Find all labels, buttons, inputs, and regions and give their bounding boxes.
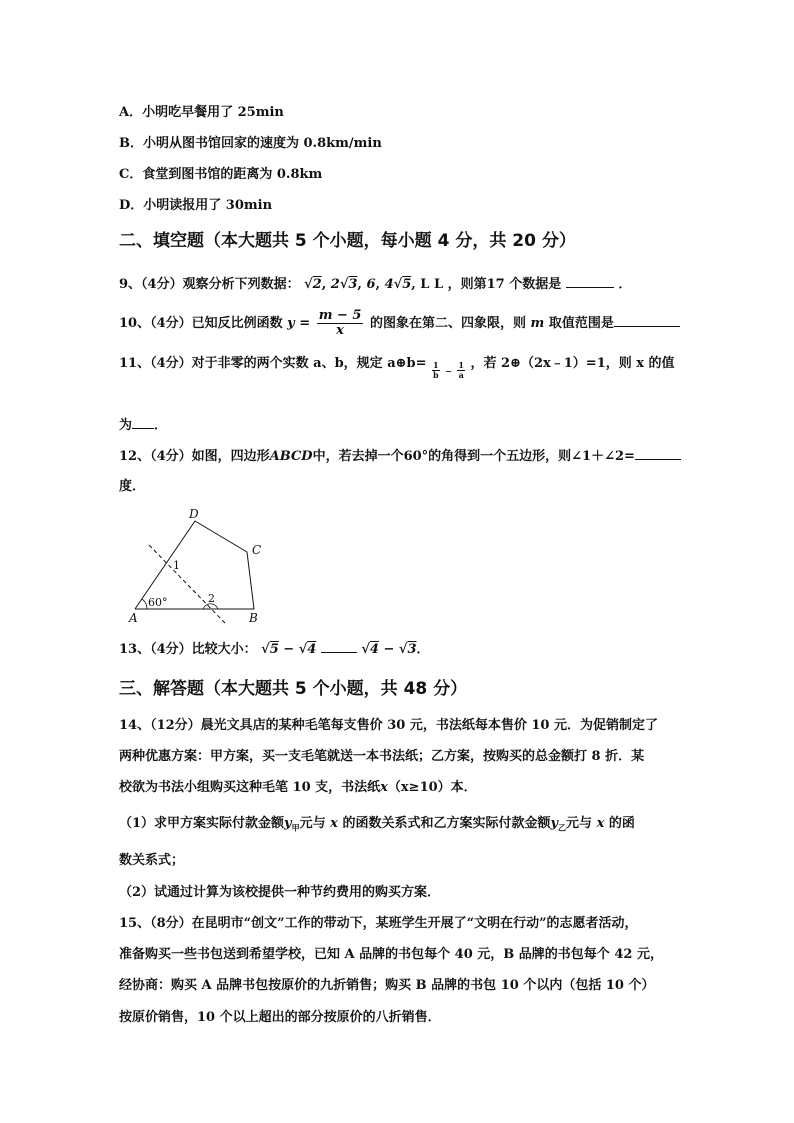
q10-suffix: 取值范围是 xyxy=(548,316,614,331)
question-11-line2 xyxy=(119,416,167,435)
question-12 xyxy=(119,447,681,466)
q13-answer-blank[interactable] xyxy=(321,640,357,653)
q9-suffix: ，则第17 个数据是 xyxy=(447,277,562,292)
q10-mid: 的图象在第二、四象限，则 xyxy=(369,316,526,331)
q13-sqrt4: √4 xyxy=(298,642,317,657)
cut-line xyxy=(149,545,225,623)
q9-prefix: 9、（4分）观察分析下列数据： xyxy=(119,277,300,292)
q12-suffix: 中，若去掉一个60°的角得到一个五边形，则∠1＋∠2= xyxy=(312,449,635,464)
q13-sqrt3: √3 xyxy=(398,642,417,657)
q14-part2: （2）试通过计算为该校提供一种节约费用的购买方案． xyxy=(119,885,441,900)
vertex-b: B xyxy=(249,611,258,625)
q10-answer-blank[interactable] xyxy=(614,314,680,327)
q10-m: m xyxy=(530,316,545,331)
q13-sqrt4b: √4 xyxy=(361,642,379,657)
question-9: 9、（4分）观察分析下列数据： √2, 2√3, 6, 4√5, L L ，则第17 个数据是 ． xyxy=(119,277,632,292)
q11-answer-blank[interactable] xyxy=(132,416,154,429)
vertex-a: A xyxy=(129,611,138,625)
q11-line2-suffix: ． xyxy=(154,418,168,433)
q15-line2: 准备购买一些书包送到希望学校，已知 A 品牌的书包每个 40 元，B 品牌的书包每个 42 元， xyxy=(119,947,663,962)
option-b: B．小明从图书馆回家的速度为 0.8km/min xyxy=(119,136,382,151)
question-11 xyxy=(119,355,675,380)
quadrilateral-figure xyxy=(125,505,275,627)
q9-sqrt3: √3 xyxy=(339,277,358,292)
question-10: 10、（4分）已知反比例函数 y = $\frac{m - 5}{x}$ 的图象在第二、四象限，则 m 取值范围是 xyxy=(119,309,680,338)
question-12-line2: 度． xyxy=(119,479,146,494)
option-d: D．小明读报用了 30min xyxy=(119,198,273,213)
q9-coef-4: 4 xyxy=(384,277,394,292)
angle-60-arc xyxy=(142,599,147,609)
q9-answer-blank[interactable] xyxy=(566,275,614,288)
q14-line3: 校欲为书法小组购买这种毛笔 10 支，书法纸x（x≥10）本． xyxy=(119,780,477,795)
q12-abcd: ABCD xyxy=(269,449,313,464)
option-c: C．食堂到图书馆的距离为 0.8km xyxy=(119,167,323,182)
question-13: 13、（4分）比较大小： √5 − √4 √4 − √3． xyxy=(119,642,430,657)
q11-prefix: 11、（4分）对于非零的两个实数 a、b，规定 a⊕b= xyxy=(119,356,427,371)
q9-sqrt2: √2 xyxy=(304,277,322,292)
vertex-d: D xyxy=(189,507,199,521)
q15-line3: 经协商：购买 A 品牌书包按原价的九折销售；购买 B 品牌的书包 10 个以内（包括 10 个） xyxy=(119,978,655,993)
option-a: A．小明吃早餐用了 25min xyxy=(119,105,284,120)
q10-prefix: 10、（4分）已知反比例函数 xyxy=(119,316,283,331)
q14-part1-line2: 数关系式； xyxy=(119,853,185,868)
vertex-c: C xyxy=(252,543,262,557)
q11-line2-prefix: 为 xyxy=(119,418,133,433)
q13-prefix: 13、（4分）比较大小： xyxy=(119,642,257,657)
q15-line1: 15、（8分）在昆明市“创文”工作的带动下，某班学生开展了“文明在行动”的志愿者活动， xyxy=(119,916,638,931)
q13-sqrt5: √5 xyxy=(261,642,279,657)
q13-suffix: ． xyxy=(416,642,430,657)
angle-2-label: 2 xyxy=(208,592,215,605)
q14-part1: （1）求甲方案实际付款金额$y_甲$元与 x 的函数关系式和乙方案实际付款金额$y_乙$元与 x 的函 xyxy=(119,816,635,833)
q11-suffix: ，若 2⊕（2x﹣1）=1，则 x 的值 xyxy=(470,356,675,371)
q9-coef-2: 2 xyxy=(330,277,340,292)
q14-line1: 14、（12分）晨光文具店的某种毛笔每支售价 30 元，书法纸每本售价 10 元．为促销制定了 xyxy=(119,718,658,733)
q9-ellipsis: L L xyxy=(420,277,444,292)
angle-60-label: 60° xyxy=(148,596,168,609)
section-heading-fill-in: 二、填空题（本大题共 5 个小题，每小题 4 分，共 20 分） xyxy=(119,231,576,251)
q11-definition: $\frac{1}{b}$ − $\frac{1}{a}$ xyxy=(433,360,464,380)
q9-sqrt5: √5 xyxy=(393,277,412,292)
q12-answer-blank[interactable] xyxy=(635,447,681,460)
q15-line4: 按原价销售，10 个以上超出的部分按原价的八折销售． xyxy=(119,1010,441,1025)
section-heading-solutions: 三、解答题（本大题共 5 个小题，共 48 分） xyxy=(119,679,468,699)
q14-line2: 两种优惠方案：甲方案，买一支毛笔就送一本书法纸；乙方案，按购买的总金额打 8 折．某 xyxy=(119,749,645,764)
angle-1-label: 1 xyxy=(173,559,180,572)
q12-prefix: 12、（4分）如图，四边形 xyxy=(119,449,270,464)
q9-term-6: 6 xyxy=(366,277,376,292)
q10-fraction: $\frac{m - 5}{x}$ xyxy=(318,308,362,338)
q10-y: y xyxy=(287,316,295,331)
